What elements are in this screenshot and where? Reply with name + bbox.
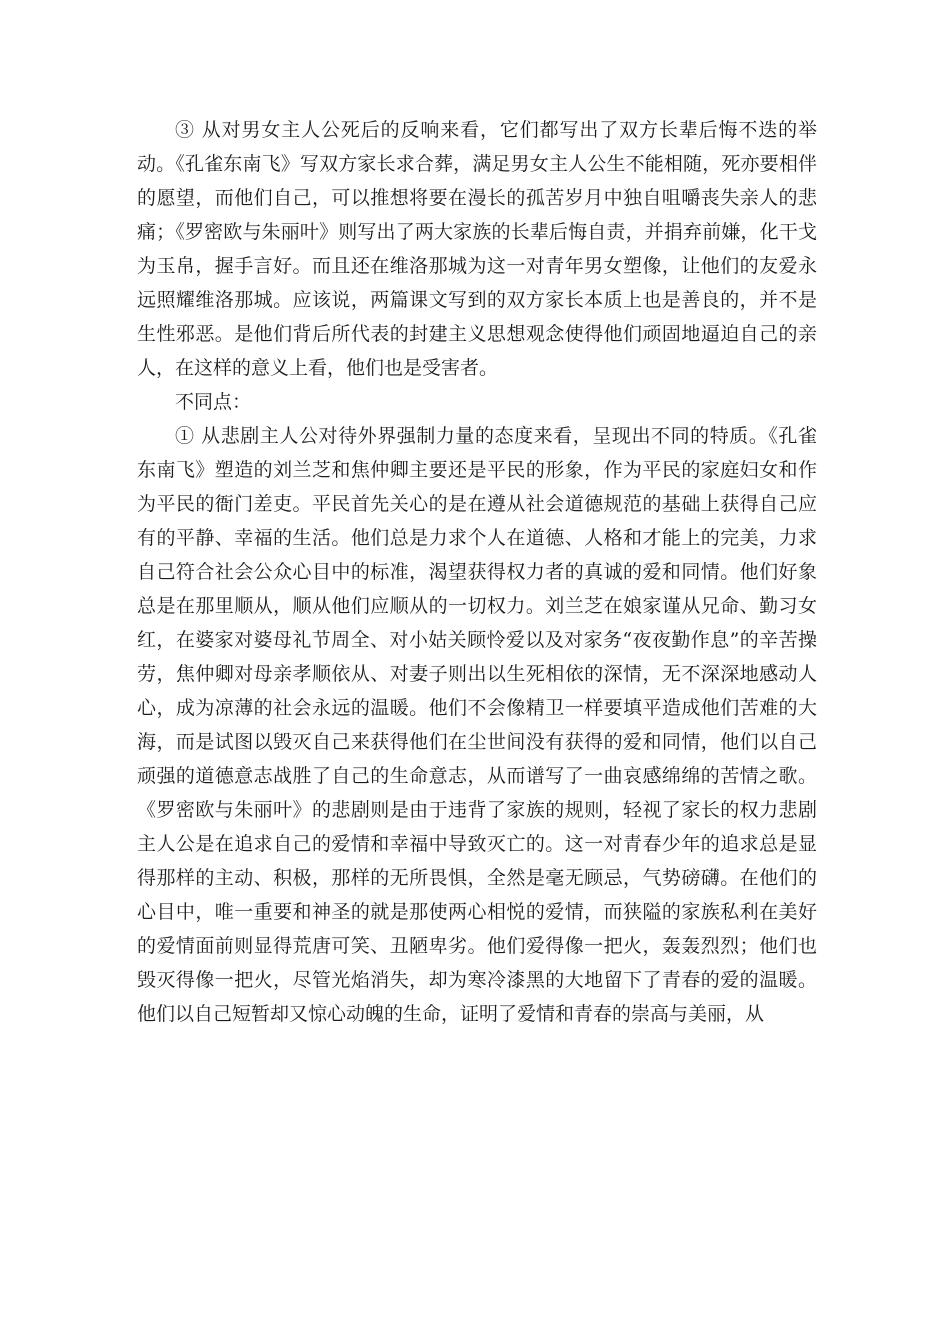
- section-heading-differences: 不同点：: [175, 391, 252, 413]
- document-body: [137, 113, 817, 1031]
- paragraph-difference-1: ① 从悲剧主人公对待外界强制力量的态度来看，呈现出不同的特质。《孔雀东南飞》塑造的刘兰芝和焦仲卿主要还是平民的形象，作为平民的家庭妇女和作为平民的衙门差吏。平民首先关心的是在遵从社会道德规范的基础上获得自己应有的平静、幸福的生活。他们总是力求个人在道德、人格和才能上的完美，力求自己符合社会公众心目中的标准，渴望获得权力者的真诚的爱和同情。他们好象总是在那里顺从，顺从他们应顺从的一切权力。刘兰芝在娘家谨从兄命、勤习女红，在婆家对婆母礼节周全、对小姑关顾怜爱以及对家务“夜夜勤作息”的辛苦操劳，焦仲卿对母亲孝顺依从、对妻子则出以生死相依的深情，无不深深地感动人心，成为凉薄的社会永远的温暖。他们不会像精卫一样要填平造成他们苦难的大海，而是试图以毁灭自己来获得他们在尘世间没有获得的爱和同情，他们以自己顽强的道德意志战胜了自己的生命意志，从而谱写了一曲哀感绵绵的苦情之歌。《罗密欧与朱丽叶》的悲剧则是由于违背了家族的规则，轻视了家长的权力悲剧主人公是在追求自己的爱情和幸福中导致灭亡的。这一对青春少年的追求总是显得那样的主动、积极，那样的无所畏惧，全然是毫无顾忌，气势磅礴。在他们的心目中，唯一重要和神圣的就是那使两心相悦的爱情，而狭隘的家族私利在美好的爱情面前则显得荒唐可笑、丑陋卑劣。他们爱得像一把火，轰轰烈烈；他们也毁灭得像一把火，尽管光焰消失，却为寒冷漆黑的大地留下了青春的爱的温暖。他们以自己短暂却又惊心动魄的生命，证明了爱情和青春的崇高与美丽，从: [137, 425, 817, 1025]
- paragraph-aftermath: ③ 从对男女主人公死后的反响来看，它们都写出了双方长辈后悔不迭的举动。《孔雀东南飞》写双方家长求合葬，满足男女主人公生不能相随，死亦要相伴的愿望，而他们自己，可以推想将要在漫长的孤苦岁月中独自咀嚼丧失亲人的悲痛；《罗密欧与朱丽叶》则写出了两大家族的长辈后悔自责，并捐弃前嫌，化干戈为玉帛，握手言好。而且还在维洛那城为这一对青年男女塑像，让他们的友爱永远照耀维洛那城。应该说，两篇课文写到的双方家长本质上也是善良的，并不是生性邪恶。是他们背后所代表的封建主义思想观念使得他们顽固地逼迫自己的亲人，在这样的意义上看，他们也是受害者。: [137, 119, 817, 379]
